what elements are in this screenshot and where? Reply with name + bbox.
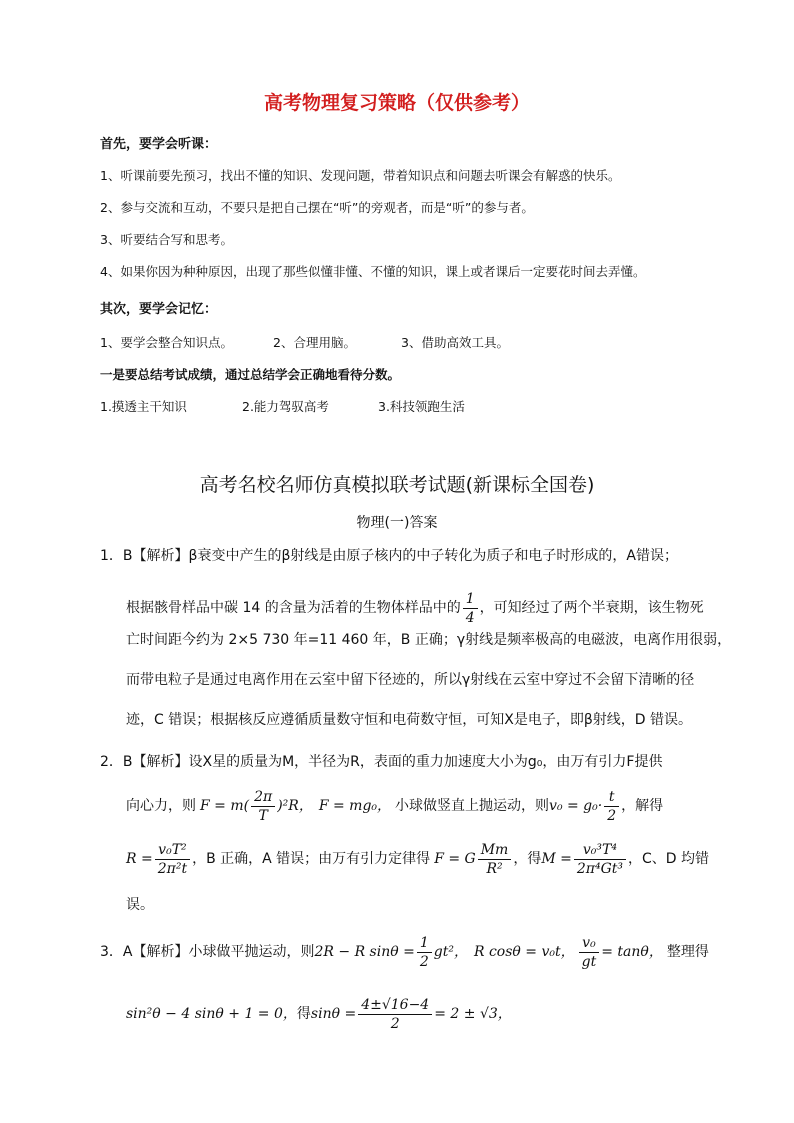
q2-line-3a: ，B 正确，A 错误；由万有引力定律得 bbox=[192, 851, 431, 867]
q2-eq6-den: 2π⁴Gt³ bbox=[576, 860, 624, 877]
q2-eq6-num: v₀³T⁴ bbox=[574, 841, 626, 860]
q1-frac-num: 1 bbox=[463, 590, 478, 609]
q3-eq3-fraction bbox=[579, 934, 600, 971]
listening-item-3: 3、听要结合写和思考。 bbox=[100, 232, 233, 247]
q1-line-2a: 根据骸骨样品中碳 14 的含量为活着的生物体样品中的 bbox=[126, 600, 461, 616]
q2-eq5-den: R² bbox=[486, 860, 503, 877]
q2-line-2c: ，解得 bbox=[621, 798, 664, 814]
q3-eq5-fraction bbox=[358, 996, 432, 1033]
q3-line-2a: 得 bbox=[296, 1006, 311, 1022]
pill-item-1: 1.摸透主干知识 bbox=[100, 399, 187, 414]
memory-item-2: 2、合理用脑。 bbox=[273, 335, 356, 350]
q2-line-3c: ，C、D 均错 bbox=[628, 851, 710, 867]
q2-eq2: F = mg₀， bbox=[318, 798, 392, 814]
q2-eq4-left: R = bbox=[126, 851, 153, 867]
q2-line-3b: ，得 bbox=[513, 851, 542, 867]
exam-title: 高考名校名师仿真模拟联考试题(新课标全国卷) bbox=[199, 474, 595, 496]
memory-item-3: 3、借助高效工具。 bbox=[401, 335, 509, 350]
bold-summary-line: 一是要总结考试成绩，通过总结学会正确地看待分数。 bbox=[100, 367, 401, 382]
q3-eq1-num: 1 bbox=[417, 934, 432, 953]
q3-eq2: R cosθ = v₀t， bbox=[473, 944, 575, 960]
q2-eq4-fraction bbox=[155, 841, 190, 878]
memory-item-1: 1、要学会整合知识点。 bbox=[100, 335, 233, 350]
q3-eq3-num: v₀ bbox=[579, 934, 600, 953]
second-heading: 其次，要学会记忆： bbox=[100, 302, 218, 317]
q2-eq6-left: M = bbox=[541, 851, 572, 867]
q2-line-1: 2．B【解析】设X星的质量为M，半径为R，表面的重力加速度大小为g₀，由万有引力F提供 bbox=[100, 754, 663, 770]
q1-frac-den: 4 bbox=[465, 609, 475, 626]
q3-eq1: 2R − R sinθ = bbox=[314, 944, 415, 960]
q2-eq3: v₀ = g₀· bbox=[549, 798, 603, 814]
q2-eq1-den: T bbox=[258, 807, 268, 824]
q2-eq4-den: 2π²t bbox=[157, 860, 188, 877]
q1-line-2 bbox=[126, 584, 704, 632]
q2-line-4: 误。 bbox=[126, 897, 154, 913]
q3-eq5-num: 4±√16−4 bbox=[358, 996, 432, 1015]
q2-eq4-num: v₀T² bbox=[155, 841, 190, 860]
q3-line-1 bbox=[100, 928, 709, 976]
q3-eq3-den: gt bbox=[581, 953, 597, 970]
pill-item-3: 3.科技领跑生活 bbox=[378, 399, 465, 414]
q3-eq5-left: sinθ = bbox=[310, 1006, 357, 1022]
q1-line-1: 1．B【解析】β衰变中产生的β射线是由原子核内的中子转化为质子和电子时形成的，A错误； bbox=[100, 548, 678, 564]
q3-eq1-fraction bbox=[417, 934, 432, 971]
q3-line-1a: 3．A【解析】小球做平抛运动，则 bbox=[100, 944, 315, 960]
q3-eq1-tail: gt²， bbox=[433, 944, 468, 960]
q2-eq1-left: F = m( bbox=[200, 798, 250, 814]
exam-subtitle: 物理(一)答案 bbox=[356, 515, 438, 531]
q2-eq5-fraction bbox=[478, 841, 512, 878]
q2-eq6-fraction bbox=[574, 841, 626, 878]
q3-eq4: sin²θ − 4 sinθ + 1 = 0， bbox=[126, 1006, 297, 1022]
q2-line-2 bbox=[126, 782, 663, 830]
q2-eq1-right: )²R， bbox=[277, 798, 313, 814]
q2-line-3 bbox=[126, 835, 709, 883]
q3-line-2 bbox=[126, 990, 512, 1038]
pill-item-2: 2.能力驾驭高考 bbox=[242, 399, 329, 414]
q3-line-1b: 整理得 bbox=[666, 944, 709, 960]
listening-item-4: 4、如果你因为种种原因，出现了那些似懂非懂、不懂的知识，课上或者课后一定要花时间去弄懂。 bbox=[100, 264, 646, 279]
q3-eq3-tail: = tanθ， bbox=[601, 944, 663, 960]
listening-item-1: 1、听课前要先预习，找出不懂的知识、发现问题，带着知识点和问题去听课会有解惑的快乐。 bbox=[100, 168, 621, 183]
q1-fraction bbox=[463, 590, 478, 627]
q2-eq5-num: Mm bbox=[478, 841, 512, 860]
listening-item-2: 2、参与交流和互动，不要只是把自己摆在“听”的旁观者，而是“听”的参与者。 bbox=[100, 200, 534, 215]
q2-line-2a: 向心力，则 bbox=[126, 798, 196, 814]
q1-line-4: 而带电粒子是通过电离作用在云室中留下径迹的，所以γ射线在云室中穿过不会留下清晰的径 bbox=[126, 672, 695, 688]
q1-line-2b: ，可知经过了两个半衰期，该生物死 bbox=[479, 600, 704, 616]
first-heading: 首先，要学会听课： bbox=[100, 137, 218, 152]
q2-eq3-den: 2 bbox=[607, 807, 617, 824]
q2-eq3-num: t bbox=[604, 788, 619, 807]
q3-eq5-tail: = 2 ± √3， bbox=[434, 1006, 512, 1022]
q2-eq1-fraction bbox=[251, 788, 275, 825]
q2-eq1-num: 2π bbox=[251, 788, 275, 807]
q2-line-2b: 小球做竖直上抛运动，则 bbox=[395, 798, 550, 814]
q3-eq5-den: 2 bbox=[390, 1015, 400, 1032]
q2-eq3-fraction bbox=[604, 788, 619, 825]
q1-line-3: 亡时间距今约为 2×5 730 年=11 460 年，B 正确；γ射线是频率极高的电磁波，电离作用很弱， bbox=[126, 632, 732, 648]
q1-line-5: 迹，C 错误；根据核反应遵循质量数守恒和电荷数守恒，可知X是电子，即β射线，D 错误。 bbox=[126, 712, 692, 728]
q3-eq1-den: 2 bbox=[419, 953, 429, 970]
guide-title: 高考物理复习策略（仅供参考） bbox=[263, 92, 530, 114]
q2-eq5-left: F = G bbox=[434, 851, 476, 867]
